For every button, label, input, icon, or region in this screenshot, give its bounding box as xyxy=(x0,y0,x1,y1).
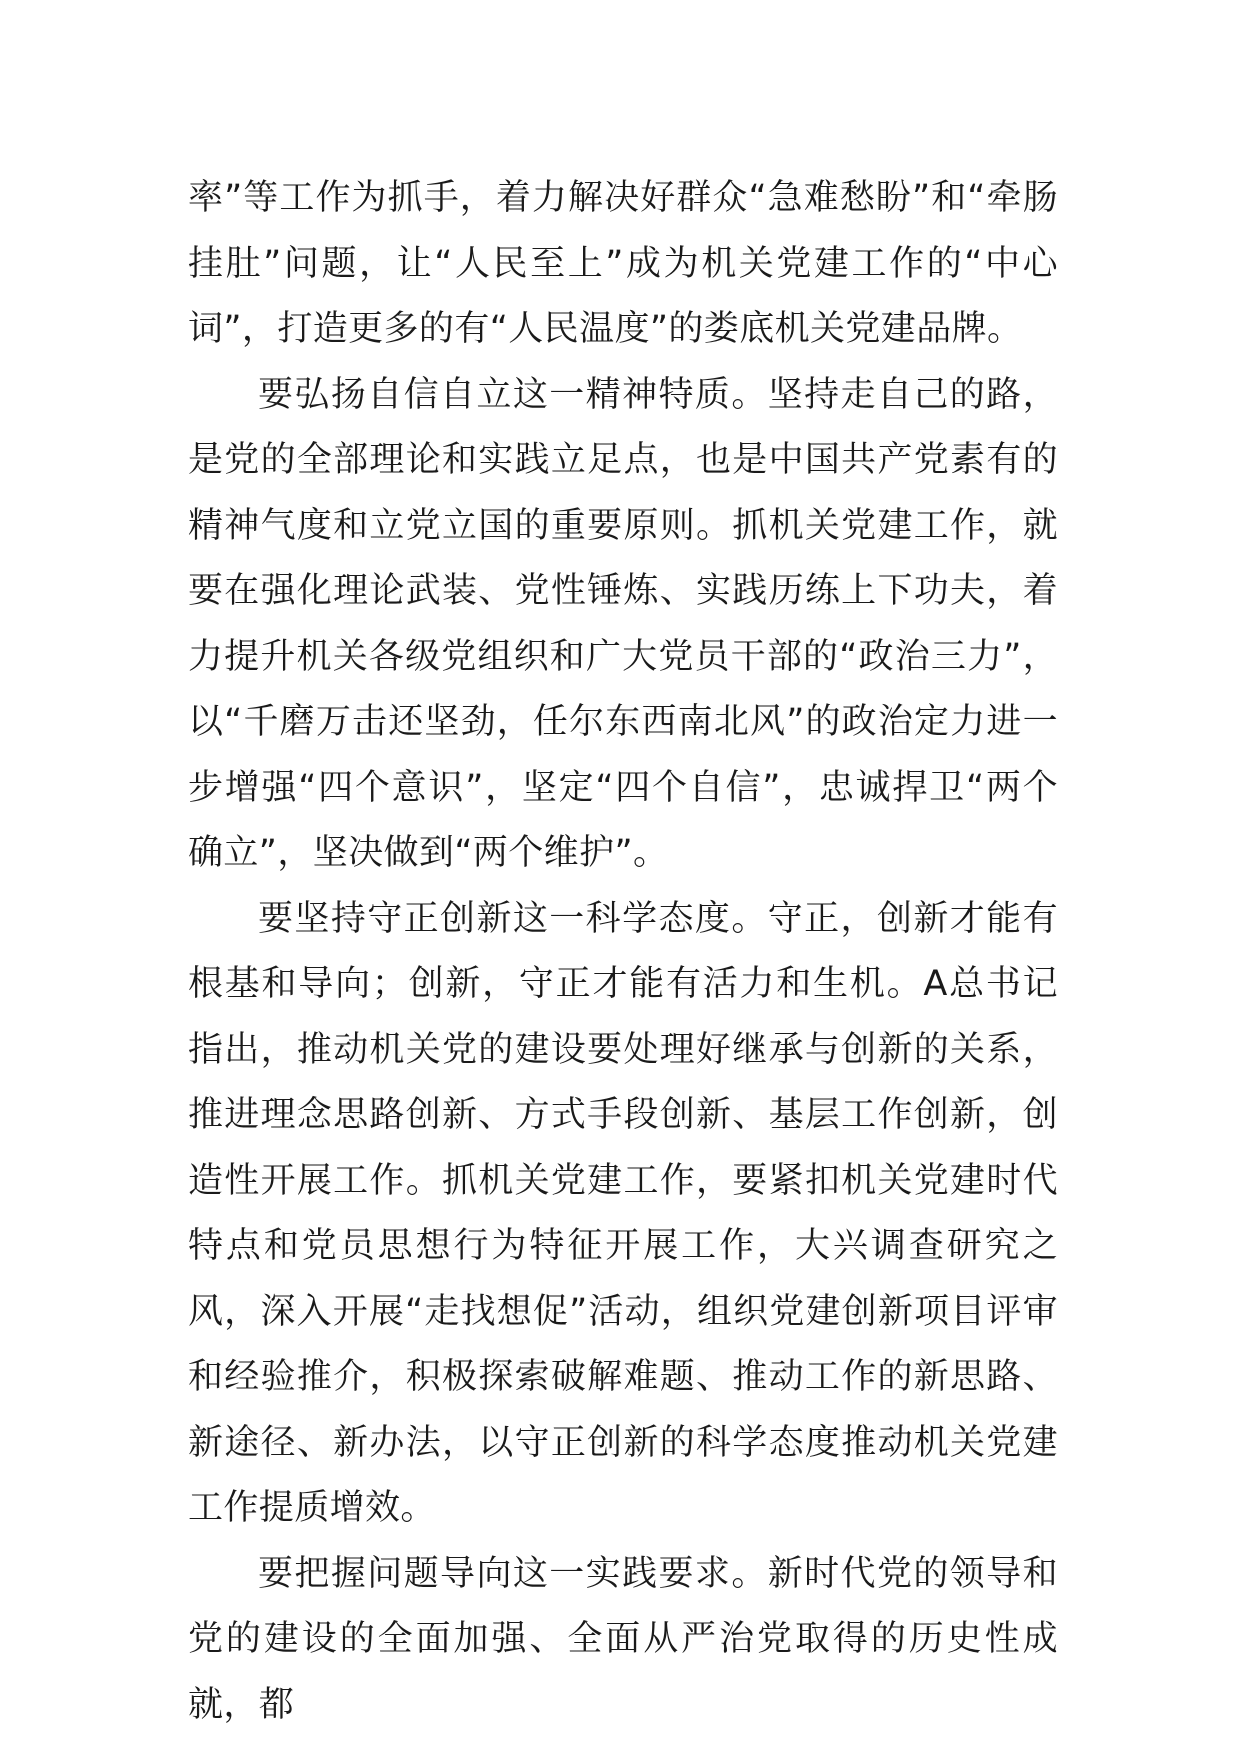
document-body xyxy=(188,166,1058,1738)
paragraph-innovation: 要坚持守正创新这一科学态度。守正，创新才能有根基和导向；创新，守正才能有活力和生机。A总书记指出，推动机关党的建设要处理好继承与创新的关系，推进理念思路创新、方式手段创新、基层工作创新，创造性开展工作。抓机关党建工作，要紧扣机关党建时代特点和党员思想行为特征开展工作，大兴调查研究之风，深入开展“走找想促”活动，组织党建创新项目评审和经验推介，积极探索破解难题、推动工作的新思路、新途径、新办法，以守正创新的科学态度推动机关党建工作提质增效。 xyxy=(188,898,1058,1528)
paragraph-confidence: 要弘扬自信自立这一精神特质。坚持走自己的路，是党的全部理论和实践立足点，也是中国共产党素有的精神气度和立党立国的重要原则。抓机关党建工作，就要在强化理论武装、党性锤炼、实践历练上下功夫，着力提升机关各级党组织和广大党员干部的“政治三力”，以“千磨万击还坚劲，任尔东西南北风”的政治定力进一步增强“四个意识”，坚定“四个自信”，忠诚捍卫“两个确立”，坚决做到“两个维护”。 xyxy=(188,374,1058,873)
paragraph-continued: 率”等工作为抓手，着力解决好群众“急难愁盼”和“牵肠挂肚”问题，让“人民至上”成为机关党建工作的“中心词”，打造更多的有“人民温度”的娄底机关党建品牌。 xyxy=(188,178,1058,349)
paragraph-problem-orientation: 要把握问题导向这一实践要求。新时代党的领导和党的建设的全面加强、全面从严治党取得的历史性成就，都 xyxy=(188,1553,1058,1725)
